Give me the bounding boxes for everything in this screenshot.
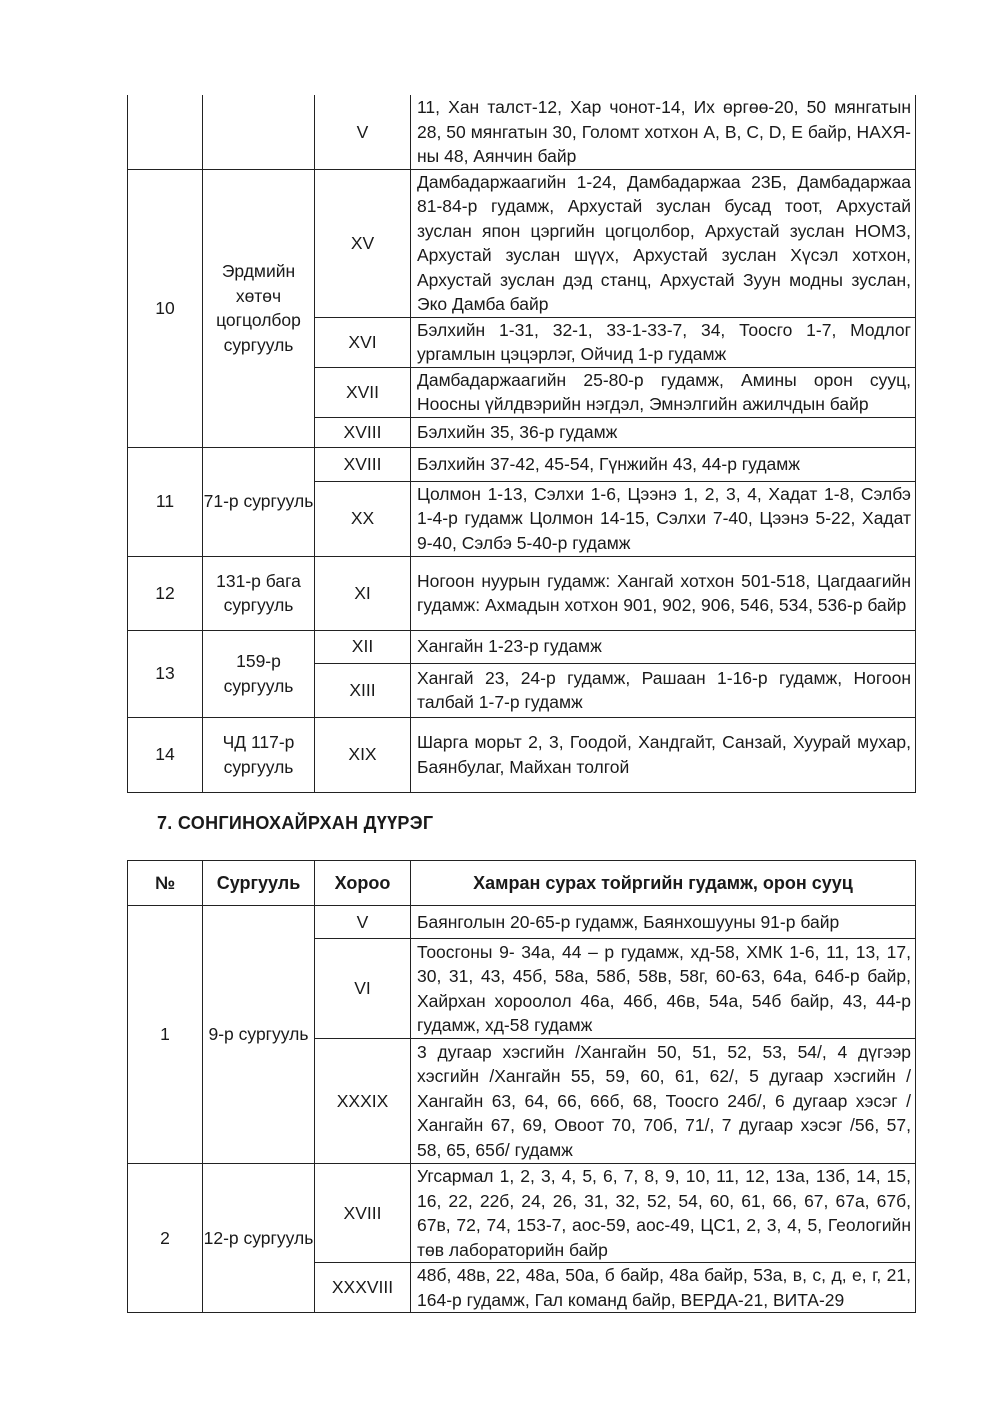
row-number: 14	[128, 717, 203, 792]
address-cell: Бэлхийн 37-42, 45-54, Гүнжийн 43, 44-р гудамж	[411, 447, 916, 481]
address-cell: 48б, 48в, 22, 48а, 50а, б байр, 48а байр, 53а, в, с, д, е, г, 21, 164-р гудамж, Гал команд байр, ВЕРДА-21, ВИТА-29	[411, 1263, 916, 1313]
khoroo-cell: XX	[315, 481, 411, 556]
address-cell: Ногоон нуурын гудамж: Хангай хотхон 501-518, Цагдаагийн гудамж: Ахмадын хотхон 901, 902, 906, 546, 534, 536-р байр	[411, 556, 916, 630]
khoroo-cell: VI	[315, 939, 411, 1039]
table-row	[128, 95, 916, 169]
address-cell: Тоосгоны 9- 34а, 44 – р гудамж, хд-58, ХМК 1-6, 11, 13, 17, 30, 31, 43, 45б, 58а, 58б, 58в, 58г, 60-63, 64а, 64б-р байр, Хайрхан хороолол 46а, 46б, 46в, 54а, 54б байр, 43, 44-р гудамж, хд-58 гудамж	[411, 939, 916, 1039]
khoroo-cell: XIII	[315, 663, 411, 717]
khoroo-cell: XVIII	[315, 1164, 411, 1263]
address-cell: Шарга морьт 2, 3, Гоодой, Хандгайт, Санзай, Хуурай мухар, Баянбулаг, Майхан толгой	[411, 717, 916, 792]
khoroo-cell: XIX	[315, 717, 411, 792]
address-cell: Баянголын 20-65-р гудамж, Баянхошууны 91-р байр	[411, 906, 916, 939]
header-school: Сургууль	[203, 861, 315, 906]
school-name: 12-р сургууль	[203, 1164, 315, 1313]
khoroo-cell: XVIII	[315, 447, 411, 481]
address-cell: Цолмон 1-13, Сэлхи 1-6, Цээнэ 1, 2, 3, 4, Хадат 1-8, Сэлбэ 1-4-р гудамж Цолмон 14-15, Сэлхи 7-40, Цээнэ 5-22, Хадат 9-40, Сэлбэ 5-40-р гудамж	[411, 481, 916, 556]
khoroo-cell: V	[315, 95, 411, 169]
address-cell: 3 дугаар хэсгийн /Хангайн 50, 51, 52, 53, 54/, 4 дүгээр хэсгийн /Хангайн 55, 59, 60, 61, 62/, 5 дугаар хэсгийн /Хангайн 63, 64, 66, 66б, 68, Тоосго 24б/, 6 дугаар хэсэг /Хангайн 67, 69, Овоот 70, 70б, 71/, 7 дугаар хэсэг /56, 57, 58, 65, 65б/ гудамж	[411, 1039, 916, 1164]
school-name: Эрдмийн хөтөч цогцолбор сургууль	[203, 169, 315, 447]
address-cell: Дамбадаржаагийн 1-24, Дамбадаржаа 23Б, Дамбадаржаа 81-84-р гудамж, Архустай зуслан бусад тоот, Архустай зуслан япон цэргийн цогцолбор, Архустай зуслан НОМЗ, Архустай зуслан шүүх, Архустай зуслан Хүсэл хотхон, Архустай зуслан дэд станц, Архустай Зуун модны зуслан, Эко Дамба байр	[411, 169, 916, 317]
table-row	[128, 1164, 916, 1263]
khoroo-cell: XVI	[315, 317, 411, 367]
table-row	[128, 630, 916, 663]
khoroo-cell: XXXVIII	[315, 1263, 411, 1313]
row-number: 10	[128, 169, 203, 447]
row-number: 11	[128, 447, 203, 556]
khoroo-cell: XVII	[315, 367, 411, 417]
header-khoroo: Хороо	[315, 861, 411, 906]
row-number	[128, 95, 203, 169]
address-cell: Бэлхийн 1-31, 32-1, 33-1-33-7, 34, Тоосго 1-7, Модлог ургамлын цэцэрлэг, Ойчид 1-р гудамж	[411, 317, 916, 367]
table-songinokhairkhan	[127, 860, 916, 1313]
table-row	[128, 447, 916, 481]
school-name: ЧД 117-р сургууль	[203, 717, 315, 792]
khoroo-cell: XI	[315, 556, 411, 630]
address-cell: Дамбадаржаагийн 25-80-р гудамж, Амины орон сууц, Ноосны үйлдвэрийн нэгдэл, Эмнэлгийн ажилчдын байр	[411, 367, 916, 417]
khoroo-cell: V	[315, 906, 411, 939]
table-district-6-continued	[127, 95, 916, 793]
address-cell: Хангай 23, 24-р гудамж, Рашаан 1-16-р гудамж, Ногоон талбай 1-7-р гудамж	[411, 663, 916, 717]
row-number: 1	[128, 906, 203, 1164]
address-cell: Угсармал 1, 2, 3, 4, 5, 6, 7, 8, 9, 10, 11, 12, 13а, 13б, 14, 15, 16, 22, 22б, 24, 26, 31, 32, 52, 54, 60, 61, 66, 67, 67а, 67б, 67в, 72, 74, 153-7, аос-59, аос-49, ЦС1, 2, 3, 4, 5, Геологийн төв лабораторийн байр	[411, 1164, 916, 1263]
school-name	[203, 95, 315, 169]
address-cell: 11, Хан талст-12, Хар чонот-14, Их өргөө-20, 50 мянгатын 28, 50 мянгатын 30, Голомт хотхон A, B, C, D, E байр, НАХЯ-ны 48, Аянчин байр	[411, 95, 916, 169]
header-address: Хамран сурах тойргийн гудамж, орон сууц	[411, 861, 916, 906]
table-row	[128, 717, 916, 792]
khoroo-cell: XV	[315, 169, 411, 317]
table-row	[128, 906, 916, 939]
school-name: 9-р сургууль	[203, 906, 315, 1164]
school-name: 131-р бага сургууль	[203, 556, 315, 630]
row-number: 13	[128, 630, 203, 717]
section-title: 7. СОНГИНОХАЙРХАН ДҮҮРЭГ	[157, 813, 434, 833]
row-number: 12	[128, 556, 203, 630]
table-row	[128, 556, 916, 630]
header-number: №	[128, 861, 203, 906]
khoroo-cell: XXXIX	[315, 1039, 411, 1164]
row-number: 2	[128, 1164, 203, 1313]
school-name: 71-р сургууль	[203, 447, 315, 556]
address-cell: Бэлхийн 35, 36-р гудамж	[411, 417, 916, 447]
address-cell: Хангайн 1-23-р гудамж	[411, 630, 916, 663]
school-name: 159-р сургууль	[203, 630, 315, 717]
table-header-row	[128, 861, 916, 906]
table-row	[128, 169, 916, 317]
khoroo-cell: XII	[315, 630, 411, 663]
khoroo-cell: XVIII	[315, 417, 411, 447]
